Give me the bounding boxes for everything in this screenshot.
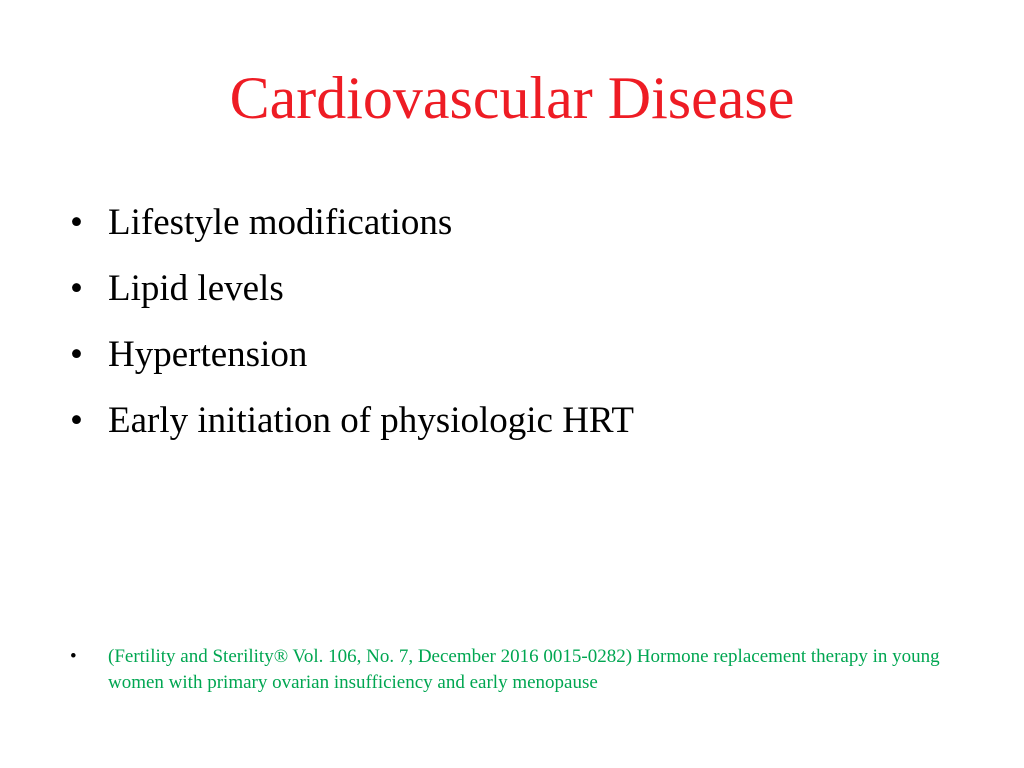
bullet-item-lipid — [70, 256, 970, 322]
bullet-dot-icon: • — [70, 400, 83, 441]
slide-title: Cardiovascular Disease — [229, 65, 795, 131]
bullet-dot-icon: • — [70, 268, 83, 309]
bullet-item-hrt — [70, 388, 970, 454]
bullet-item-hypertension — [70, 322, 970, 388]
bullet-dot-icon: • — [70, 646, 77, 667]
bullet-dot-icon: • — [70, 202, 83, 243]
bullet-text: Lifestyle modifications — [108, 202, 453, 243]
bullet-list — [70, 190, 970, 454]
bullet-dot-icon: • — [70, 334, 83, 375]
reference-text: (Fertility and Sterility® Vol. 106, No. 7, December 2016 0015-0282) Hormone replacement therapy in young women with primary ovarian insufficiency and early menopause — [108, 646, 940, 693]
bullet-item-lifestyle — [70, 190, 970, 256]
bullet-text: Early initiation of physiologic HRT — [108, 400, 634, 441]
bullet-text: Lipid levels — [108, 268, 284, 309]
reference-citation — [70, 644, 970, 696]
bullet-text: Hypertension — [108, 334, 308, 375]
